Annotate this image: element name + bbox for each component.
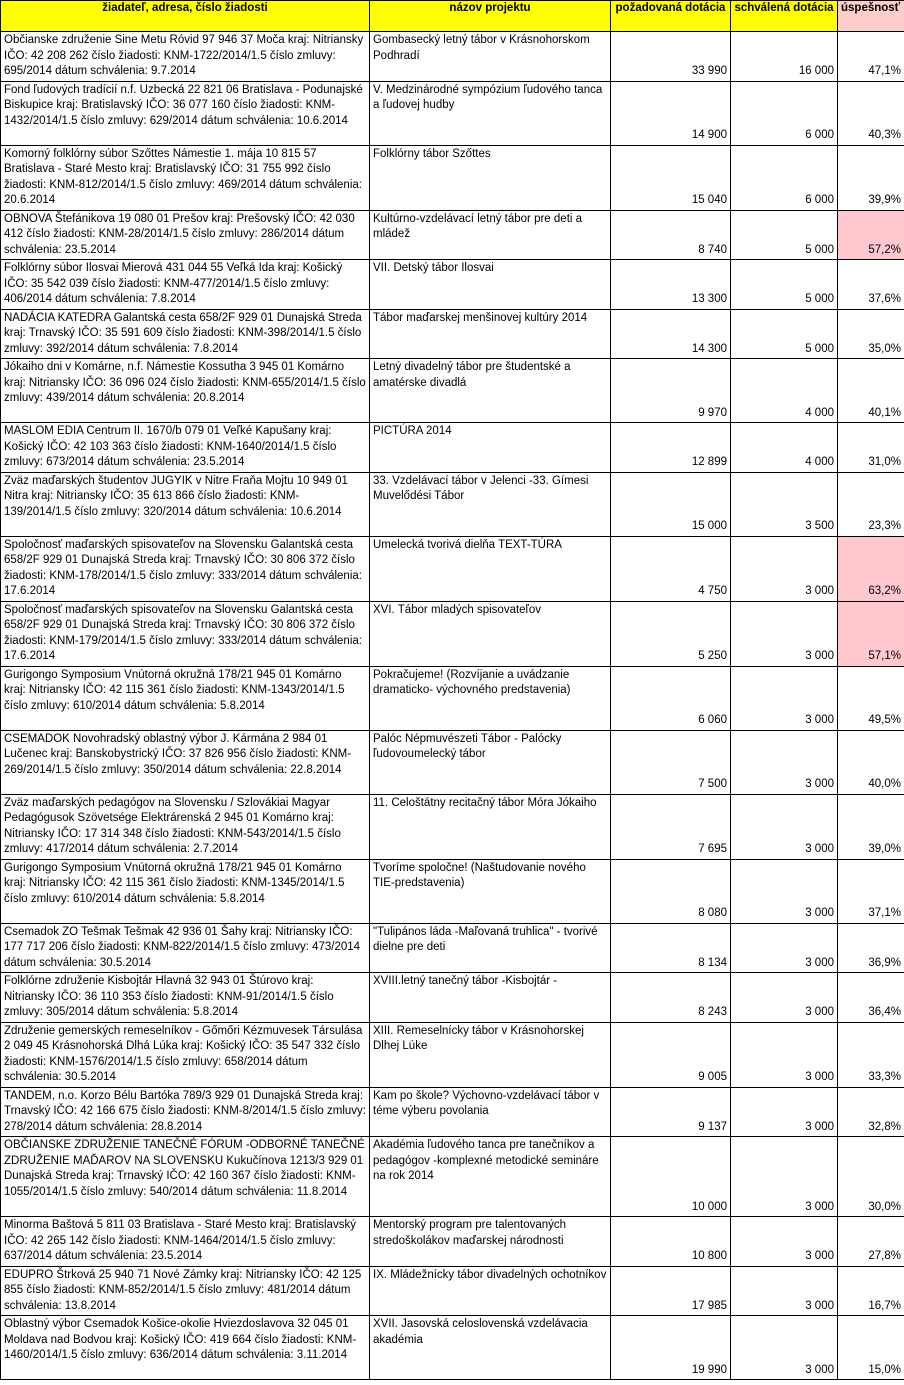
project-cell: Tábor maďarskej menšinovej kultúry 2014 [370,309,611,359]
applicant-cell: Folklórne združenie Kisbojtár Hlavná 32 943 01 Štúrovo kraj: Nitriansky IČO: 36 110 353 číslo žiadosti: KNM-91/2014/1.5 číslo zmluvy: 305/2014 dátum schválenia: 5.8.2014 [1,973,370,1023]
applicant-cell: Folklórny súbor Ilosvai Mierová 431 044 55 Veľká Ida kraj: Košický IČO: 35 542 039 číslo žiadosti: KNM-477/2014/1.5 číslo zmluvy: 406/2014 dátum schválenia: 7.8.2014 [1,260,370,310]
table-row [1,260,904,310]
project-cell: 11. Celoštátny recitačný tábor Móra Jókaiho [370,794,611,859]
applicant-cell: OBNOVA Štefánikova 19 080 01 Prešov kraj: Prešovský IČO: 42 030 412 číslo žiadosti: KNM-28/2014/1.5 číslo zmluvy: 286/2014 dátum schválenia: 23.5.2014 [1,210,370,260]
applicant-cell: Spoločnosť maďarských spisovateľov na Slovensku Galantská cesta 658/2F 929 01 Dunajská Streda kraj: Trnavský IČO: 30 806 372 číslo žiadosti: KNM-179/2014/1.5 číslo zmluvy: 333/2014 dátum schválenia: 17.6.2014 [1,601,370,666]
requested-cell: 4 750 [611,536,731,601]
header-approved: schválená dotácia [731,1,838,32]
applicant-cell: EDUPRO Štrková 25 940 71 Nové Zámky kraj: Nitriansky IČO: 42 125 855 číslo žiadosti: KNM-852/2014/1.5 číslo zmluvy: 481/2014 dátum schválenia: 13.8.2014 [1,1266,370,1316]
table-row [1,601,904,666]
approved-cell: 3 000 [731,1087,838,1137]
project-cell: Mentorský program pre talentovaných stredoškolákov maďarskej národnosti [370,1217,611,1267]
table-row [1,730,904,794]
requested-cell: 5 250 [611,601,731,666]
table-row [1,794,904,859]
header-success: úspešnosť [838,1,904,32]
project-cell: VII. Detský tábor Ilosvai [370,260,611,310]
table-row [1,472,904,536]
project-cell: PICTÚRA 2014 [370,423,611,473]
success-cell: 47,1% [838,32,904,82]
project-cell: XVIII.letný tanečný tábor -Kisbojtár - [370,973,611,1023]
requested-cell: 6 060 [611,666,731,730]
requested-cell: 17 985 [611,1266,731,1316]
requested-cell: 15 040 [611,145,731,210]
success-cell: 33,3% [838,1022,904,1087]
requested-cell: 8 740 [611,210,731,260]
approved-cell: 3 000 [731,1022,838,1087]
applicant-cell: Gurigongo Symposium Vnútorná okružná 178/21 945 01 Komárno kraj: Nitriansky IČO: 42 115 361 číslo žiadosti: KNM-1343/2014/1.5 číslo zmluvy: 610/2014 dátum schválenia: 5.8.2014 [1,666,370,730]
success-cell: 49,5% [838,666,904,730]
approved-cell: 5 000 [731,210,838,260]
table-row [1,1137,904,1217]
success-cell: 39,9% [838,145,904,210]
approved-cell: 3 000 [731,730,838,794]
requested-cell: 12 899 [611,423,731,473]
project-cell: V. Medzinárodné sympózium ľudového tanca a ľudovej hudby [370,81,611,145]
table-row [1,973,904,1023]
applicant-cell: Spoločnosť maďarských spisovateľov na Slovensku Galantská cesta 658/2F 929 01 Dunajská Streda kraj: Trnavský IČO: 30 806 372 číslo žiadosti: KNM-178/2014/1.5 číslo zmluvy: 333/2014 dátum schválenia: 17.6.2014 [1,536,370,601]
success-cell: 40,3% [838,81,904,145]
requested-cell: 7 695 [611,794,731,859]
success-cell: 35,0% [838,309,904,359]
success-cell: 40,0% [838,730,904,794]
table-row [1,210,904,260]
approved-cell: 4 000 [731,359,838,423]
applicant-cell: CSEMADOK Novohradský oblastný výbor J. Kármána 2 984 01 Lučenec kraj: Banskobystrický IČO: 37 826 956 číslo žiadosti: KNM-269/2014/1.5 číslo zmluvy: 350/2014 dátum schválenia: 22.8.2014 [1,730,370,794]
project-cell: Pokračujeme! (Rozvíjanie a uvádzanie dramaticko- výchovného predstavenia) [370,666,611,730]
table-row [1,536,904,601]
approved-cell: 3 000 [731,923,838,973]
success-cell: 31,0% [838,423,904,473]
project-cell: Letný divadelný tábor pre študentské a amatérske divadlá [370,359,611,423]
project-cell: XVI. Tábor mladých spisovateľov [370,601,611,666]
approved-cell: 3 000 [731,1137,838,1217]
approved-cell: 4 000 [731,423,838,473]
applicant-cell: Združenie gemerských remeselníkov - Gőmőri Kézmuvesek Társulása 2 049 45 Krásnohorská Dlhá Lúka kraj: Košický IČO: 35 547 332 číslo žiadosti: KNM-1576/2014/1.5 číslo zmluvy: 658/2014 dátum schválenia: 30.5.2014 [1,1022,370,1087]
table-row [1,145,904,210]
requested-cell: 8 134 [611,923,731,973]
project-cell: Palóc Népmuvészeti Tábor - Palócky ľudovoumelecký tábor [370,730,611,794]
table-row [1,859,904,923]
project-cell: Folklórny tábor Szőttes [370,145,611,210]
project-cell: IX. Mládežnícky tábor divadelných ochotníkov [370,1266,611,1316]
table-row [1,359,904,423]
header-applicant: žiadateľ, adresa, číslo žiadosti [1,1,370,32]
approved-cell: 5 000 [731,309,838,359]
applicant-cell: OBČIANSKE ZDRUŽENIE TANEČNÉ FÓRUM -ODBORNÉ TANEČNÉ ZDRUŽENIE MAĎAROV NA SLOVENSKU Kukučínova 1213/3 929 01 Dunajská Streda kraj: Trnavský IČO: 42 160 367 číslo žiadosti: KNM-1055/2014/1.5 číslo zmluvy: 540/2014 dátum schválenia: 11.8.2014 [1,1137,370,1217]
success-cell: 39,0% [838,794,904,859]
success-cell: 37,6% [838,260,904,310]
applicant-cell: Komorný folklórny súbor Szőttes Námestie 1. mája 10 815 57 Bratislava - Staré Mesto kraj: Bratislavský IČO: 31 755 992 číslo žiadosti: KNM-812/2014/1.5 číslo zmluvy: 469/2014 dátum schválenia: 20.6.2014 [1,145,370,210]
approved-cell: 3 000 [731,1266,838,1316]
requested-cell: 15 000 [611,472,731,536]
success-cell: 15,0% [838,1316,904,1380]
requested-cell: 9 005 [611,1022,731,1087]
approved-cell: 3 000 [731,601,838,666]
approved-cell: 6 000 [731,81,838,145]
requested-cell: 14 300 [611,309,731,359]
table-row [1,1087,904,1137]
success-cell: 36,4% [838,973,904,1023]
approved-cell: 3 000 [731,794,838,859]
project-cell: "Tulipános láda -Maľovaná truhlica" - tvorivé dielne pre deti [370,923,611,973]
approved-cell: 3 000 [731,859,838,923]
header-requested: požadovaná dotácia [611,1,731,32]
success-cell: 23,3% [838,472,904,536]
header-row [1,1,904,32]
table-row [1,1266,904,1316]
requested-cell: 9 970 [611,359,731,423]
applicant-cell: Zväz maďarských pedagógov na Slovensku / Szlovákiai Magyar Pedagógusok Szövetsége Elektrárenská 2 945 01 Komárno kraj: Nitriansky IČO: 17 314 348 číslo žiadosti: KNM-543/2014/1.5 číslo zmluvy: 417/2014 dátum schválenia: 2.7.2014 [1,794,370,859]
applicant-cell: TANDEM, n.o. Korzo Bélu Bartóka 789/3 929 01 Dunajská Streda kraj: Trnavský IČO: 42 166 675 číslo žiadosti: KNM-8/2014/1.5 číslo zmluvy: 278/2014 dátum schválenia: 28.8.2014 [1,1087,370,1137]
project-cell: Tvoríme spoločne! (Naštudovanie nového TIE-predstavenia) [370,859,611,923]
project-cell: 33. Vzdelávací tábor v Jelenci -33. Gímesi Muvelődési Tábor [370,472,611,536]
project-cell: XVII. Jasovská celoslovenská vzdelávacia akadémia [370,1316,611,1380]
project-cell: XIII. Remeselnícky tábor v Krásnohorskej Dlhej Lúke [370,1022,611,1087]
table-row [1,923,904,973]
requested-cell: 10 800 [611,1217,731,1267]
applicant-cell: Občianske združenie Sine Metu Róvid 97 946 37 Moča kraj: Nitriansky IČO: 42 208 262 číslo žiadosti: KNM-1722/2014/1.5 číslo zmluvy: 695/2014 dátum schválenia: 9.7.2014 [1,32,370,82]
table-row [1,423,904,473]
table-row [1,1217,904,1267]
requested-cell: 8 080 [611,859,731,923]
applicant-cell: NADÁCIA KATEDRA Galantská cesta 658/2F 929 01 Dunajská Streda kraj: Trnavský IČO: 35 591 609 číslo žiadosti: KNM-398/2014/1.5 číslo zmluvy: 392/2014 dátum schválenia: 7.8.2014 [1,309,370,359]
table-row [1,1022,904,1087]
success-cell: 36,9% [838,923,904,973]
approved-cell: 3 000 [731,536,838,601]
approved-cell: 3 000 [731,973,838,1023]
requested-cell: 19 990 [611,1316,731,1380]
table-row [1,1316,904,1380]
table-row [1,32,904,82]
project-cell: Gombasecký letný tábor v Krásnohorskom Podhradí [370,32,611,82]
success-cell: 37,1% [838,859,904,923]
applicant-cell: Gurigongo Symposium Vnútorná okružná 178/21 945 01 Komárno kraj: Nitriansky IČO: 42 115 361 číslo žiadosti: KNM-1345/2014/1.5 číslo zmluvy: 610/2014 dátum schválenia: 5.8.2014 [1,859,370,923]
requested-cell: 8 243 [611,973,731,1023]
requested-cell: 9 137 [611,1087,731,1137]
applicant-cell: Fond ľudových tradícií n.f. Uzbecká 22 821 06 Bratislava - Podunajské Biskupice kraj: Bratislavský IČO: 36 077 160 číslo žiadosti: KNM-1432/2014/1.5 číslo zmluvy: 629/2014 dátum schválenia: 10.6.2014 [1,81,370,145]
requested-cell: 14 900 [611,81,731,145]
applicant-cell: MASLOM EDIA Centrum II. 1670/b 079 01 Veľké Kapušany kraj: Košický IČO: 42 103 363 číslo žiadosti: KNM-1640/2014/1.5 číslo zmluvy: 673/2014 dátum schválenia: 23.5.2014 [1,423,370,473]
requested-cell: 13 300 [611,260,731,310]
approved-cell: 3 000 [731,1316,838,1380]
approved-cell: 3 000 [731,666,838,730]
success-cell: 27,8% [838,1217,904,1267]
applicant-cell: Minorma Baštová 5 811 03 Bratislava - Staré Mesto kraj: Bratislavský IČO: 42 265 142 číslo žiadosti: KNM-1464/2014/1.5 číslo zmluvy: 637/2014 dátum schválenia: 23.5.2014 [1,1217,370,1267]
requested-cell: 10 000 [611,1137,731,1217]
approved-cell: 3 000 [731,1217,838,1267]
project-cell: Kultúrno-vzdelávací letný tábor pre deti a mládež [370,210,611,260]
applicant-cell: Oblastný výbor Csemadok Košice-okolie Hviezdoslavova 32 045 01 Moldava nad Bodvou kraj: Košický IČO: 419 664 číslo žiadosti: KNM-1460/2014/1.5 číslo zmluvy: 636/2014 dátum schválenia: 3.11.2014 [1,1316,370,1380]
approved-cell: 6 000 [731,145,838,210]
approved-cell: 16 000 [731,32,838,82]
project-cell: Akadémia ľudového tanca pre tanečníkov a pedagógov -komplexné metodické semináre na rok 2014 [370,1137,611,1217]
success-cell: 40,1% [838,359,904,423]
applicant-cell: Csemadok ZO Tešmak Tešmak 42 936 01 Šahy kraj: Nitriansky IČO: 177 717 206 číslo žiadosti: KNM-822/2014/1.5 číslo zmluvy: 473/2014 dátum schválenia: 30.5.2014 [1,923,370,973]
table-row [1,309,904,359]
table-row [1,81,904,145]
applicant-cell: Zväz maďarských študentov JUGYIK v Nitre Fraňa Mojtu 10 949 01 Nitra kraj: Nitriansky IČO: 35 613 866 číslo žiadosti: KNM-139/2014/1.5 číslo zmluvy: 320/2014 dátum schválenia: 10.6.2014 [1,472,370,536]
success-cell: 30,0% [838,1137,904,1217]
header-project: názov projektu [370,1,611,32]
success-cell: 57,2% [838,210,904,260]
approved-cell: 5 000 [731,260,838,310]
requested-cell: 7 500 [611,730,731,794]
requested-cell: 33 990 [611,32,731,82]
applicant-cell: Jókaiho dni v Komárne, n.f. Námestie Kossutha 3 945 01 Komárno kraj: Nitriansky IČO: 36 096 024 číslo žiadosti: KNM-655/2014/1.5 číslo zmluvy: 439/2014 dátum schválenia: 20.8.2014 [1,359,370,423]
approved-cell: 3 500 [731,472,838,536]
success-cell: 57,1% [838,601,904,666]
project-cell: Kam po škole? Výchovno-vzdelávací tábor v téme výberu povolania [370,1087,611,1137]
project-cell: Umelecká tvorivá dielňa TEXT-TÚRA [370,536,611,601]
success-cell: 16,7% [838,1266,904,1316]
success-cell: 63,2% [838,536,904,601]
table-row [1,666,904,730]
success-cell: 32,8% [838,1087,904,1137]
